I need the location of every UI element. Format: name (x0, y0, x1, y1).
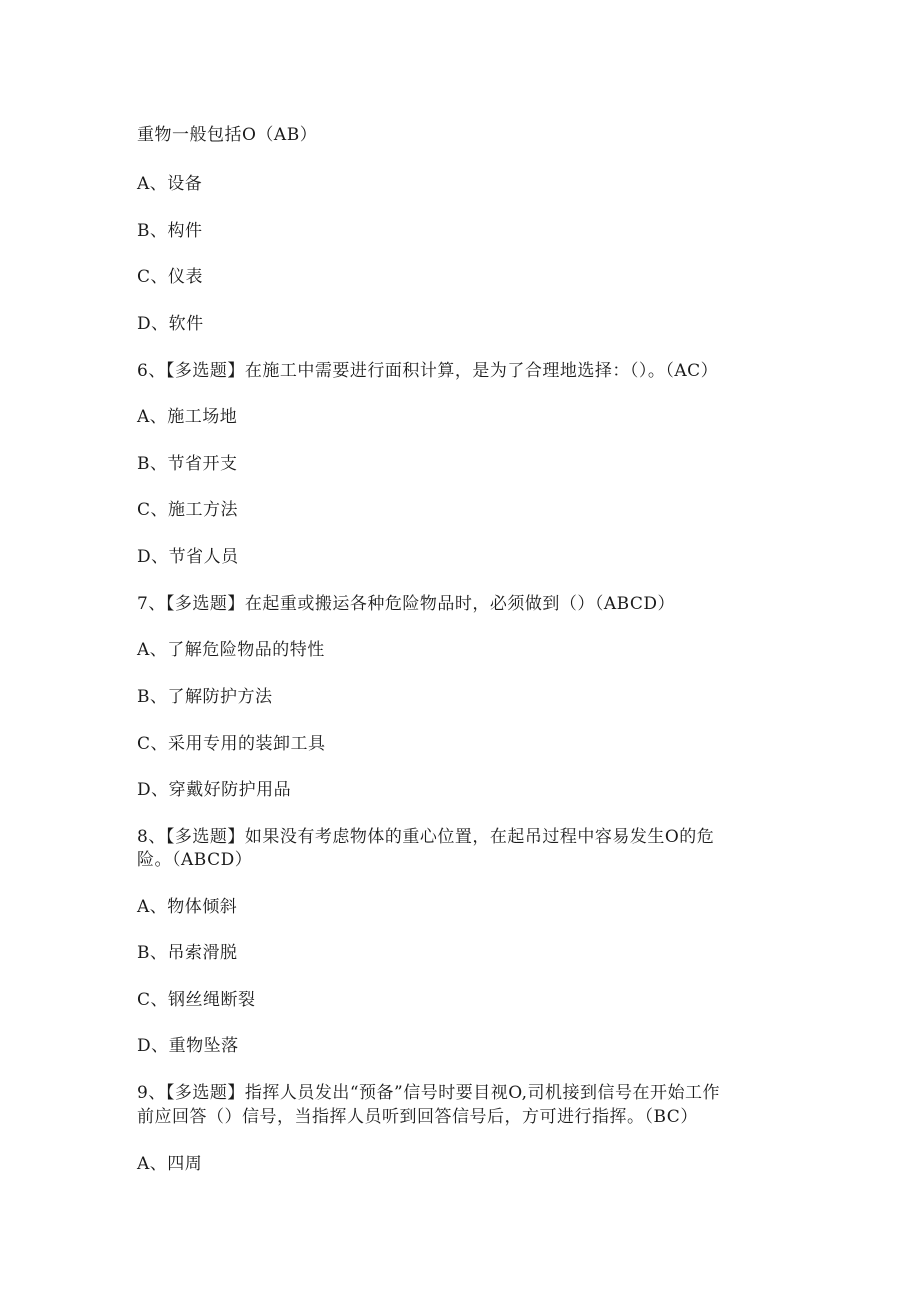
question-8-line-2: 险。（ABCD） (137, 850, 253, 870)
question-stem: 重物一般包括O（AB） (137, 125, 318, 145)
question-9-line-2: 前应回答（）信号，当指挥人员听到回答信号后，方可进行指挥。（BC） (137, 1107, 698, 1127)
option-d: D、重物坠落 (137, 1036, 239, 1056)
option-a: A、了解危险物品的特性 (137, 640, 325, 660)
option-c: C、施工方法 (137, 500, 239, 520)
option-d: D、软件 (137, 314, 204, 334)
question-9-line-1: 9、【多选题】指挥人员发出“预备”信号时要目视O,司机接到信号在开始工作 (137, 1083, 721, 1103)
option-c: C、采用专用的装卸工具 (137, 734, 326, 754)
question-8-line-1: 8、【多选题】如果没有考虑物体的重心位置，在起吊过程中容易发生O的危 (137, 827, 715, 847)
option-b: B、吊索滑脱 (137, 943, 238, 963)
question-6: 6、【多选题】在施工中需要进行面积计算，是为了合理地选择：（）。（AC） (137, 361, 719, 381)
option-c: C、仪表 (137, 267, 204, 287)
option-a: A、四周 (137, 1154, 203, 1174)
option-a: A、设备 (137, 174, 203, 194)
option-c: C、钢丝绳断裂 (137, 990, 256, 1010)
question-7: 7、【多选题】在起重或搬运各种危险物品时，必须做到（）（ABCD） (137, 594, 676, 614)
option-a: A、物体倾斜 (137, 897, 238, 917)
option-b: B、构件 (137, 221, 203, 241)
option-b: B、节省开支 (137, 454, 238, 474)
option-d: D、节省人员 (137, 547, 239, 567)
option-a: A、施工场地 (137, 407, 238, 427)
option-b: B、了解防护方法 (137, 687, 273, 707)
option-d: D、穿戴好防护用品 (137, 780, 292, 800)
